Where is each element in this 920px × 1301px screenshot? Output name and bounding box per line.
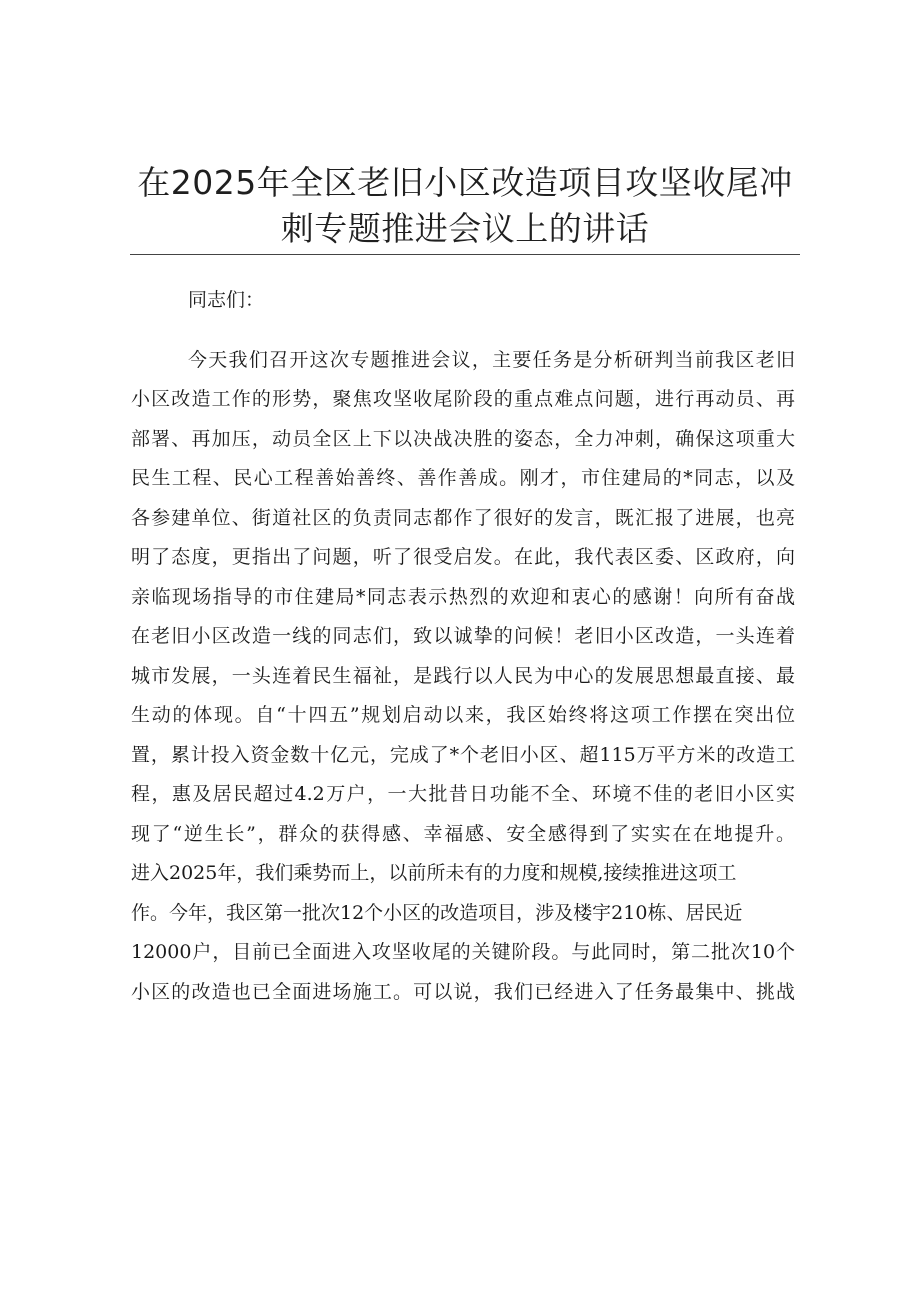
- paragraph-line: 程，惠及居民超过4.2万户，一大批昔日功能不全、环境不佳的老旧小区实: [131, 783, 795, 805]
- paragraph-line: 各参建单位、街道社区的负责同志都作了很好的发言，既汇报了进展，也亮: [131, 506, 795, 529]
- paragraph-line: 小区的改造也已全面进场施工。可以说，我们已经进入了任务最集中、挑战: [131, 980, 795, 1003]
- paragraph-line: 置，累计投入资金数十亿元，完成了*个老旧小区、超115万平方米的改造工: [131, 743, 795, 766]
- salutation: 同志们：: [188, 289, 265, 311]
- paragraph-line: 生动的体现。自“十四五”规划启动以来，我区始终将这项工作摆在突出位: [131, 704, 795, 726]
- paragraph-line: 小区改造工作的形势，聚焦攻坚收尾阶段的重点难点问题，进行再动员、再: [131, 388, 795, 410]
- paragraph-line: 作。今年，我区第一批次12个小区的改造项目，涉及楼宇210栋、居民近: [131, 901, 743, 924]
- paragraph-line: 12000户，目前已全面进入攻坚收尾的关键阶段。与此同时，第二批次10个: [131, 941, 795, 963]
- paragraph-line: 亲临现场指导的市住建局*同志表示热烈的欢迎和衷心的感谢！向所有奋战: [131, 585, 795, 608]
- title-divider: [130, 254, 800, 255]
- paragraph-line: 城市发展，一头连着民生福祉，是践行以人民为中心的发展思想最直接、最: [131, 664, 795, 687]
- paragraph: [131, 341, 795, 1013]
- paragraph-line: 现了“逆生长”，群众的获得感、幸福感、安全感得到了实实在在地提升。: [131, 822, 795, 845]
- paragraph-line: 在老旧小区改造一线的同志们，致以诚挚的问候！老旧小区改造，一头连着: [131, 625, 795, 647]
- paragraph-line: 明了态度，更指出了问题，听了很受启发。在此，我代表区委、区政府，向: [131, 546, 795, 568]
- paragraph-line: 进入2025年，我们乘势而上，以前所未有的力度和规模,接续推进这项工: [131, 862, 737, 884]
- paragraph-line: 今天我们召开这次专题推进会议，主要任务是分析研判当前我区老旧: [188, 348, 795, 371]
- document-body: [131, 281, 795, 1012]
- document-title: [130, 160, 800, 252]
- paragraph-line: 民生工程、民心工程善始善终、善作善成。刚才，市住建局的*同志，以及: [131, 467, 795, 489]
- paragraph-line: 部署、再加压，动员全区上下以决战决胜的姿态，全力冲刺，确保这项重大: [131, 427, 795, 450]
- title-line-1: 在2025年全区老旧小区改造项目攻坚收尾冲: [137, 163, 793, 202]
- title-line-2: 刺专题推进会议上的讲话: [280, 209, 650, 248]
